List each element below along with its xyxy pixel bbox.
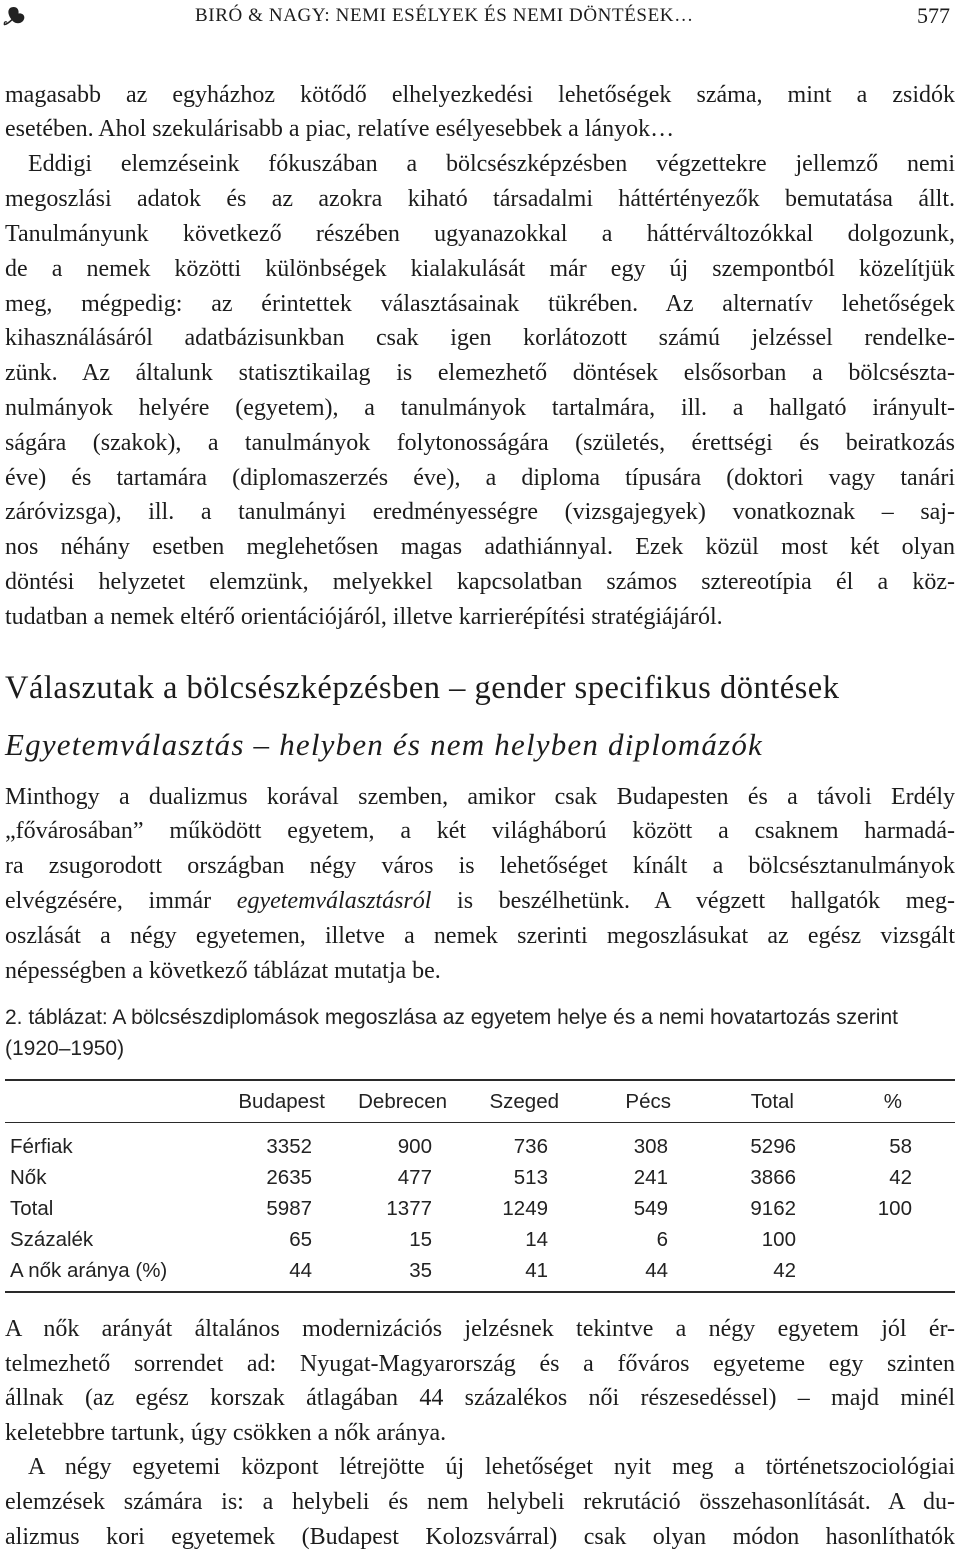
text-line: nos néhány esetben meglehetősen magas adathiánnyal. Ezek közül most két olyan bbox=[5, 534, 955, 561]
text-line: Tanulmányunk következő részében ugyanazokkal a háttérváltozókkal dolgozunk, bbox=[5, 220, 955, 247]
table-cell: 308 bbox=[633, 1134, 668, 1158]
text-line: ságára (szakok), a tanulmányok folytonosságára (születés, érettségi és beiratkozás bbox=[5, 429, 955, 456]
table-cell: 900 bbox=[397, 1134, 432, 1158]
text-line: zünk. Az általunk statisztikailag is elemezhető döntések elsősorban a bölcsészta- bbox=[5, 360, 955, 387]
text-line: A négy egyetemi központ létrejötte új lehetőséget nyit meg a történetszociológiai bbox=[28, 1454, 955, 1481]
text-line: telmezhető sorrendet ad: Nyugat-Magyarország és a főváros egyeteme egy szinten bbox=[5, 1350, 955, 1377]
table-caption bbox=[5, 1002, 955, 1064]
italic-term: egyetemválasztásról bbox=[236, 888, 432, 915]
table-cell: 35 bbox=[409, 1259, 432, 1283]
table-body bbox=[0, 1131, 960, 1287]
column-header: Pécs bbox=[625, 1089, 671, 1113]
table-header-row bbox=[0, 1086, 960, 1117]
text-line: keletebbre tartunk, úgy csökken a nők aránya. bbox=[5, 1419, 447, 1446]
text-line: záróvizsga), ill. a tanulmányi eredményességre (vizsgajegyek) vonatkoznak – saj- bbox=[5, 499, 955, 526]
table-header-rule bbox=[5, 1122, 955, 1123]
text-line: elemzések számára is: a helybeli és nem helybeli rekrutáció összehasonlítását. A du- bbox=[5, 1488, 955, 1515]
table-cell: 6 bbox=[656, 1228, 668, 1252]
table-cell: 5296 bbox=[750, 1134, 796, 1158]
table-cell: 3352 bbox=[266, 1134, 312, 1158]
text-line: „fővárosában” működött egyetem, a két világháború között a csaknem harmadá- bbox=[5, 818, 955, 845]
table-cell: 513 bbox=[513, 1165, 548, 1189]
text-line: ra zsugorodott országban négy város is lehetőséget kínált a bölcsésztanulmányok bbox=[5, 853, 955, 880]
table-cell: 44 bbox=[645, 1259, 668, 1283]
text-line: A nők arányát általános modernizációs jelzésnek tekintve a négy egyetem jól ér- bbox=[5, 1316, 955, 1342]
paragraph bbox=[5, 147, 955, 634]
column-header: Debrecen bbox=[358, 1089, 447, 1113]
text-line: oszlását a négy egyetemen, illetve a nemek szerinti megoszlásukat az egész vizsgált bbox=[5, 922, 955, 949]
caption-line: 2. táblázat: A bölcsészdiplomások megoszlása az egyetem helye és a nemi hovatartozás szerint bbox=[5, 1005, 898, 1029]
table-row bbox=[0, 1193, 960, 1224]
table-cell: 2635 bbox=[266, 1165, 312, 1189]
column-header: Total bbox=[750, 1089, 794, 1113]
column-header: Budapest bbox=[238, 1089, 325, 1113]
text-line: népességben a következő táblázat mutatja be. bbox=[5, 957, 441, 984]
row-label: Százalék bbox=[10, 1228, 94, 1252]
row-label: A nők aránya (%) bbox=[10, 1259, 168, 1283]
table-cell: 1249 bbox=[502, 1196, 548, 1220]
table-bottom-rule bbox=[5, 1291, 955, 1293]
table-cell: 3866 bbox=[750, 1165, 796, 1189]
table-cell: 65 bbox=[289, 1228, 312, 1252]
text-line: Eddigi elemzéseink fókuszában a bölcsészképzésben végzettekre jellemző nemi bbox=[28, 151, 955, 178]
text-line: döntési helyzetet elemzünk, melyekkel kapcsolatban számos sztereotípia él a köz- bbox=[5, 568, 955, 595]
running-title: BIRÓ & NAGY: NEMI ESÉLYEK ÉS NEMI DÖNTÉSEK… bbox=[195, 5, 694, 26]
paragraph bbox=[5, 1450, 955, 1554]
paragraph bbox=[5, 78, 955, 148]
table-row bbox=[0, 1131, 960, 1162]
table-cell: 5987 bbox=[266, 1196, 312, 1220]
text-segment: elvégzésére, immár bbox=[5, 888, 237, 915]
row-label: Férfiak bbox=[10, 1134, 73, 1158]
text-line: állnak (az egész korszak átlagában 44 százalékos női részesedéssel) – majd minél bbox=[5, 1385, 955, 1412]
paragraph bbox=[5, 1312, 955, 1450]
row-label: Total bbox=[10, 1196, 54, 1220]
subsection-heading: Egyetemválasztás – helyben és nem helyben diplomázók bbox=[5, 727, 763, 762]
table-cell: 736 bbox=[513, 1134, 548, 1158]
table-cell: 100 bbox=[877, 1196, 912, 1220]
table-cell: 100 bbox=[761, 1228, 796, 1252]
text-line: magasabb az egyházhoz kötődő elhelyezkedési lehetőségek száma, mint a zsidók bbox=[5, 81, 955, 108]
table-cell: 241 bbox=[633, 1165, 668, 1189]
table-cell: 14 bbox=[525, 1228, 548, 1252]
text-line bbox=[5, 884, 955, 919]
text-line: megoszlási adatok és az azokra kiható társadalmi háttértényezők bemutatása állt. bbox=[5, 186, 955, 213]
paragraph bbox=[5, 780, 955, 989]
table-row bbox=[0, 1162, 960, 1193]
table-cell: 58 bbox=[889, 1134, 912, 1158]
text-line: tudatban a nemek eltérő orientációjáról, illetve karrierépítési stratégiájáról. bbox=[5, 603, 723, 630]
text-segment: is beszélhetünk. A végzett hallgatók meg- bbox=[431, 888, 955, 915]
text-line: kihasználásáról adatbázisunkban csak igen korlátozott számú jelzéssel rendelke- bbox=[5, 325, 955, 352]
table-cell: 1377 bbox=[386, 1196, 432, 1220]
table-cell: 549 bbox=[633, 1196, 668, 1220]
fleuron-icon bbox=[3, 5, 27, 27]
table-cell: 477 bbox=[397, 1165, 432, 1189]
text-line: alizmus kori egyetemek (Budapest Kolozsvárral) csak olyan módon hasonlíthatók bbox=[5, 1523, 955, 1550]
table-cell: 15 bbox=[409, 1228, 432, 1252]
caption-line: (1920–1950) bbox=[5, 1036, 125, 1060]
table-top-rule bbox=[5, 1079, 955, 1081]
column-header: Szeged bbox=[489, 1089, 559, 1113]
table-row bbox=[0, 1224, 960, 1255]
table-cell: 42 bbox=[773, 1259, 796, 1283]
page-number: 577 bbox=[917, 3, 950, 28]
text-line: meg, mégpedig: az érintettek választásainak tükrében. Az alternatív lehetőségek bbox=[5, 290, 955, 317]
table-cell: 9162 bbox=[750, 1196, 796, 1220]
text-line: esetében. Ahol szekulárisabb a piac, relatíve esélyesebbek a lányok… bbox=[5, 116, 675, 143]
table-cell: 44 bbox=[289, 1259, 312, 1283]
text-line: de a nemek közötti különbségek kialakulását már egy új szempontból közelítjük bbox=[5, 255, 955, 282]
text-line: Minthogy a dualizmus korával szemben, amikor csak Budapesten és a távoli Erdély bbox=[5, 783, 955, 810]
column-header: % bbox=[883, 1089, 902, 1113]
section-heading: Válaszutak a bölcsészképzésben – gender specifikus döntések bbox=[5, 670, 840, 706]
row-label: Nők bbox=[10, 1165, 47, 1189]
text-line: éve) és tartamára (diplomaszerzés éve), a diploma típusára (doktori vagy tanári bbox=[5, 464, 955, 491]
running-header bbox=[0, 4, 960, 28]
table-cell: 42 bbox=[889, 1165, 912, 1189]
text-line: nulmányok helyére (egyetem), a tanulmányok tartalmára, ill. a hallgató irányult- bbox=[5, 394, 955, 421]
table-cell: 41 bbox=[525, 1259, 548, 1283]
table-row bbox=[0, 1255, 960, 1286]
